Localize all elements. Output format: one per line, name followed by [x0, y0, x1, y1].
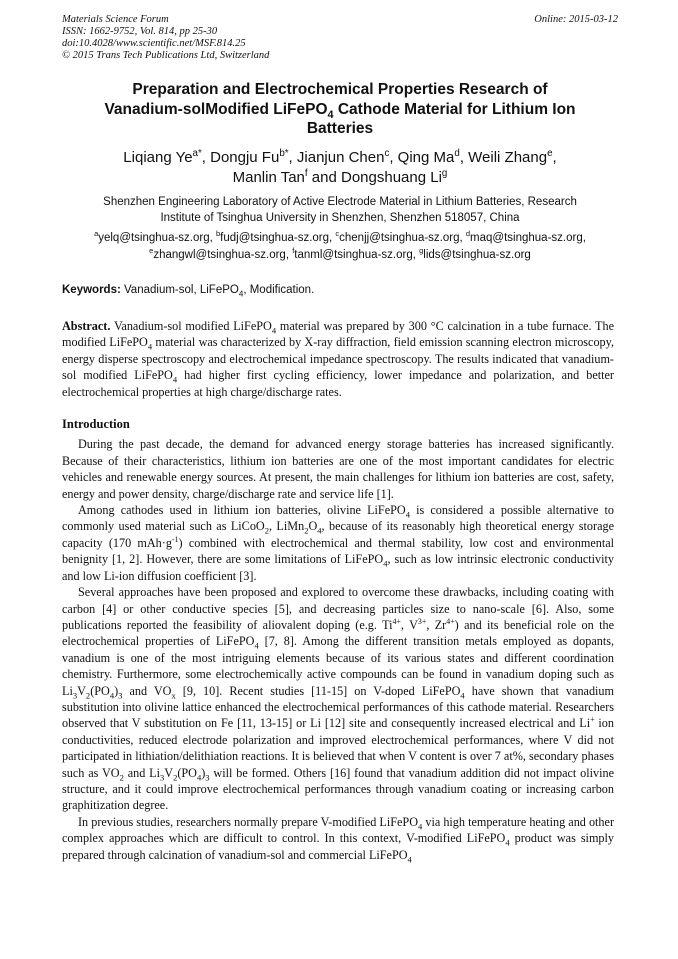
- author: Dongju $Fu^{b*}$: [210, 148, 289, 166]
- title-line-2: Vanadium-solModified LiFePO$_4$ Cathode Material for Lithium Ion: [104, 100, 576, 121]
- email-entry[interactable]: $^g$lids@tsinghua-sz.org: [419, 246, 531, 261]
- intro-paragraph-2: Among cathodes used in lithium ion batteries, olivine LiFePO$_4$ is considered a possible alternative to commonly used material such as LiCoO$_2$, $LiMn_2O_4$, because of its reasonably high theoretical energy storage capacity (170 $mAh\cdot g^{-1}$) combined with electrochemical and thermal stability, low cost and environmental benignity [1, 2]. However, there are some limitations of LiFePO$_4$, such as low intrinsic electronic conductivity and low Li-ion diffusion coefficient [3].: [62, 503, 615, 583]
- title-line-1: Preparation and Electrochemical Properties Research of: [132, 81, 548, 98]
- email-entry[interactable]: $^a$yelq@tsinghua-sz.org: [94, 229, 210, 244]
- author: Dongshuang Li$^g$: [341, 168, 448, 186]
- paper-title: [62, 80, 618, 139]
- issn-line: ISSN: 1662-9752, Vol. 814, pp 25-30: [62, 26, 218, 37]
- email-entry[interactable]: $^b$fudj@tsinghua-sz.org: [216, 229, 330, 244]
- intro-paragraph-1: During the past decade, the demand for advanced energy storage batteries has increased significantly. Because of their characteristics, lithium ion batteries are one of the most important candidates for electric vehicles and renewable energy sources. At present, the main challenges for lithium ion batteries are cost, safety, energy and power density, charge/discharge rate and service life [1].: [62, 437, 614, 501]
- author-list: Liqiang $Ye^{a*}$, Dongju $Fu^{b*}$, Jianjun Chen$^c$, Qing Ma$^d$, Weili Zhang$^e$, Manlin Tan$^f$ and Dongshuang Li$^g$: [123, 148, 557, 186]
- running-header: [62, 14, 618, 62]
- author: Weili Zhang$^e$: [468, 148, 553, 166]
- doi-line: doi:10.4028/www.scientific.net/MSF.814.25: [62, 38, 246, 49]
- email-list: $^a$yelq@tsinghua-sz.org, $^b$fudj@tsinghua-sz.org, $^c$chenjj@tsinghua-sz.org, $^d$maq@tsinghua-sz.org, $^e$zhangwl@tsinghua-sz.org, $^f$tanml@tsinghua-sz.org, $^g$lids@tsinghua-sz.org: [94, 229, 586, 261]
- email-entry[interactable]: $^d$maq@tsinghua-sz.org: [465, 229, 583, 244]
- paper-body: [62, 318, 614, 863]
- email-entry[interactable]: $^e$zhangwl@tsinghua-sz.org: [149, 246, 286, 261]
- email-entry[interactable]: $^f$tanml@tsinghua-sz.org: [292, 246, 413, 261]
- abstract: Abstract. Vanadium-sol modified LiFePO$_4$ material was prepared by 300 °C calcination in a tube furnace. The modified LiFePO$_4$ material was characterized by X-ray diffraction, field emission scanning electron microscopy, energy disperse spectroscopy and electrochemical impedance spectroscopy. The results indicated that vanadium-sol modified LiFePO$_4$ had higher first cycling efficiency, lower impedance and polarization, and better electrochemical properties at high charge/discharge rates.: [62, 319, 614, 399]
- author: Liqiang $Ye^{a*}$: [123, 148, 202, 166]
- online-date: Online: 2015-03-12: [534, 14, 618, 25]
- author: Manlin Tan$^f$: [232, 168, 308, 186]
- keywords-label: Keywords:: [62, 284, 121, 296]
- section-heading-introduction: Introduction: [62, 417, 130, 432]
- author: Qing Ma$^d$: [397, 148, 460, 166]
- title-line-3: Batteries: [306, 120, 374, 137]
- copyright-line: © 2015 Trans Tech Publications Ltd, Switzerland: [62, 50, 270, 61]
- intro-paragraph-4: In previous studies, researchers normally prepare V-modified LiFePO$_4$ via high temperature heating and other complex approaches which are difficult to control. In this context, V-modified LiFePO$_4$ product was simply prepared through calcination of vanadium-sol and commercial LiFePO$_4$: [62, 814, 614, 865]
- affiliation: Shenzhen Engineering Laboratory of Active Electrode Material in Lithium Batteries, Research Institute of Tsinghua University in Shenzhen, Shenzhen 518057, China: [103, 196, 577, 224]
- intro-paragraph-3: Several approaches have been proposed and explored to overcome these drawbacks, including coating with carbon [4] or other conductive species [5], and decreasing particles size to nano-scale [6]. Also, some publications reported the feasibility of aliovalent doping (e.g. $Ti^{4+}$, $V^{3+}$, $Zr^{4+}$) and its beneficial role on the electrochemical properties of LiFePO$_4$ [7, 8]. Among the different transition metals employed as dopants, vanadium is one of the most intriguing elements because of its various states and different coordination chemistry. Furthermore, some electrochemically active compounds can be found in vanadium doping such as $Li_3V_2(PO_4)_3$ and $VO_x$ [9, 10]. Recent studies [11-15] on V-doped LiFePO$_4$ have shown that vanadium substitution into olivine lattice enhanced the electrochemical performances of this cathode material. Researchers observed that V substitution on Fe [11, 13-15] or Li [12] site and consequently increased electrical and Li+ ion conductivities, reduced electrode polarization and improved electrochemical performances, where V did not participated in lithiation/delithiation reactions. It is believed that when V content is over 7 at%, secondary phases such as $VO_2$ and $Li_3V_2(PO_4)_3$ will be formed. Others [16] found that vanadium addition did not impact olivine structure, and it could improve electrochemical performances through vanadium coating or increasing carbon graphitization degree.: [62, 585, 615, 813]
- author: Jianjun Chen$^c$: [296, 148, 390, 166]
- keywords: Keywords: Vanadium-sol, LiFePO$_4$, Modification.: [62, 284, 315, 299]
- abstract-label: Abstract.: [62, 319, 111, 333]
- email-entry[interactable]: $^c$chenjj@tsinghua-sz.org: [335, 229, 460, 244]
- journal-name: Materials Science Forum: [62, 14, 169, 25]
